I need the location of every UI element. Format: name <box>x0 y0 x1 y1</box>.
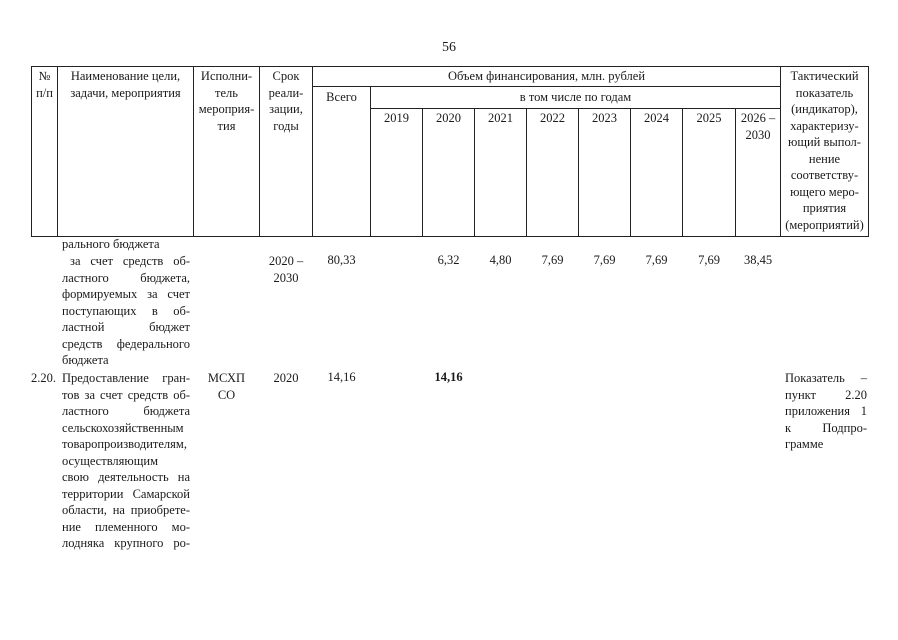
row2-total: 14,16 <box>327 370 356 384</box>
header-term: Срок реали- зации, годы <box>268 69 304 133</box>
row1-2020: 6,32 <box>437 253 460 267</box>
header-by-years: в том числе по годам <box>519 90 632 104</box>
header-year-2026-2030: 2026 – 2030 <box>740 111 776 142</box>
col-divider-2019 <box>422 108 423 237</box>
years-header-divider <box>370 108 780 109</box>
col-divider-2021 <box>526 108 527 237</box>
row1-2024: 7,69 <box>645 253 668 267</box>
row2-name: Предоставление гран- тов за счет средств об- ластного бюджета сельскохозяйственным товаропроизводителям, осуществляющим свою деятельность на территории Самарской области, на приобрете- ние племенного мо- лодняка крупного ро- <box>62 371 190 550</box>
row1-term: 2020 – 2030 <box>268 254 304 285</box>
row1-name: за счет средств об- ластного бюджета, формируемых за счет поступающих в об- ластной бюджет средств федерального бюджета <box>62 254 190 367</box>
header-year-2019: 2019 <box>384 111 409 125</box>
row1-total: 80,33 <box>327 253 356 267</box>
col-divider-2020 <box>474 108 475 237</box>
col-divider-2022 <box>578 108 579 237</box>
header-year-2025: 2025 <box>696 111 722 125</box>
col-divider-total <box>370 86 371 237</box>
header-year-2021: 2021 <box>488 111 513 125</box>
row1-2026-2030: 38,45 <box>743 253 773 267</box>
financing-header-divider <box>312 86 780 87</box>
header-financing: Объем финансирования, млн. рублей <box>447 69 646 83</box>
col-divider-2024 <box>682 108 683 237</box>
table-top-border <box>31 66 869 67</box>
header-indicator: Тактический показатель (индикатор), характеризу- ющий выпол- нение соответству- ющего меро- приятия (мероприятий) <box>785 69 864 232</box>
row2-num: 2.20. <box>31 371 56 385</box>
header-num: № п/п <box>36 69 53 100</box>
row2-2020: 14,16 <box>434 370 463 384</box>
header-year-2024: 2024 <box>644 111 669 125</box>
row1-2021: 4,80 <box>489 253 512 267</box>
header-total: Всего <box>326 90 357 104</box>
table-right-border <box>868 66 869 237</box>
header-executor: Исполни- тель мероприя- тия <box>198 69 255 133</box>
row2-indicator: Показатель – пункт 2.20 приложения 1 к Подпро- грамме <box>785 371 867 451</box>
col-divider-2023 <box>630 108 631 237</box>
row1-2023: 7,69 <box>593 253 616 267</box>
header-year-2023: 2023 <box>592 111 617 125</box>
header-year-2020: 2020 <box>436 111 461 125</box>
row1-2022: 7,69 <box>541 253 564 267</box>
row2-executor: МСХП СО <box>207 371 246 402</box>
header-name: Наименование цели, задачи, мероприятия <box>70 69 181 100</box>
page-number: 56 <box>442 40 456 55</box>
row1-continuation-text: рального бюджета <box>62 237 160 251</box>
row1-2025: 7,69 <box>698 253 720 267</box>
header-year-2022: 2022 <box>540 111 565 125</box>
row2-term: 2020 <box>273 371 299 385</box>
